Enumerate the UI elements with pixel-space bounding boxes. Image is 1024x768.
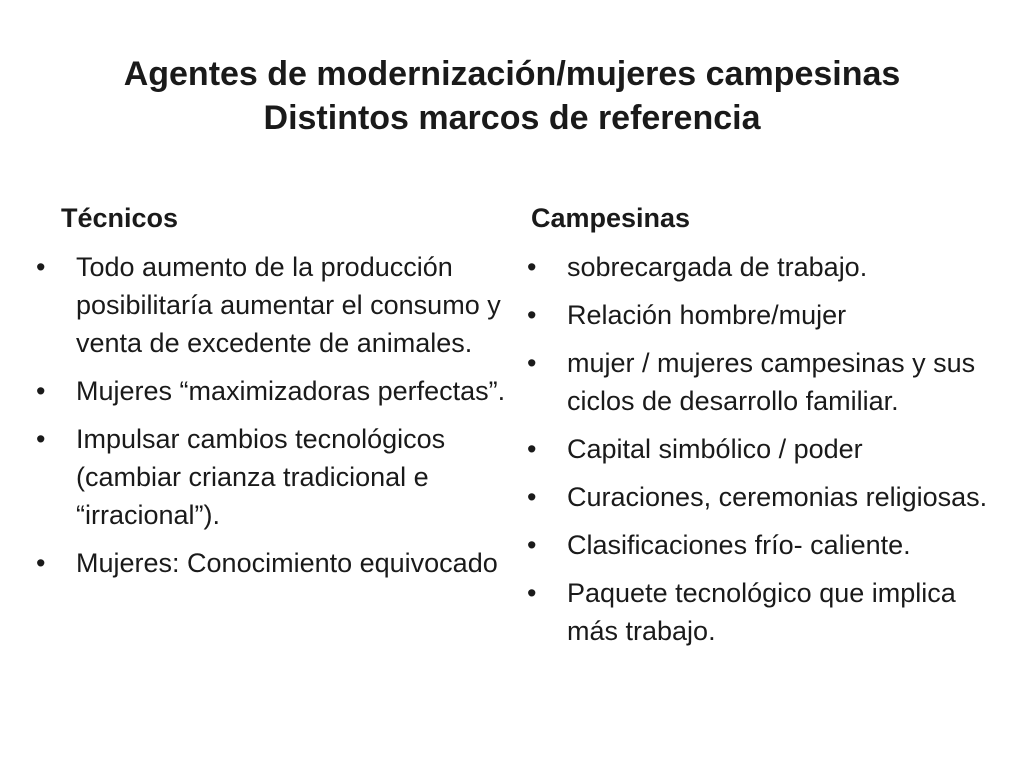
slide-title bbox=[0, 52, 1024, 140]
slide-title-line-1: Agentes de modernización/mujeres campesinas bbox=[123, 55, 901, 93]
list-item: • Capital simbólico / poder bbox=[527, 430, 997, 468]
tecnicos-column bbox=[36, 200, 506, 592]
list-item: • Impulsar cambios tecnológicos (cambiar crianza tradicional e “irracional”). bbox=[36, 420, 506, 534]
list-item: • Mujeres “maximizadoras perfectas”. bbox=[36, 372, 506, 410]
campesinas-column bbox=[527, 200, 997, 660]
list-item: • Paquete tecnológico que implica más trabajo. bbox=[527, 574, 997, 650]
campesinas-heading: Campesinas bbox=[531, 203, 691, 233]
campesinas-list bbox=[527, 248, 997, 650]
list-item: • mujer / mujeres campesinas y sus ciclos de desarrollo familiar. bbox=[527, 344, 997, 420]
list-item: • Clasificaciones frío- caliente. bbox=[527, 526, 997, 564]
tecnicos-heading: Técnicos bbox=[61, 203, 179, 233]
list-item: • sobrecargada de trabajo. bbox=[527, 248, 997, 286]
list-item: • Todo aumento de la producción posibilitaría aumentar el consumo y venta de excedente de animales. bbox=[36, 248, 506, 362]
list-item: • Mujeres: Conocimiento equivocado bbox=[36, 544, 506, 582]
list-item: • Relación hombre/mujer bbox=[527, 296, 997, 334]
tecnicos-list bbox=[36, 248, 506, 582]
list-item: • Curaciones, ceremonias religiosas. bbox=[527, 478, 997, 516]
slide-title-line-2: Distintos marcos de referencia bbox=[263, 99, 761, 137]
